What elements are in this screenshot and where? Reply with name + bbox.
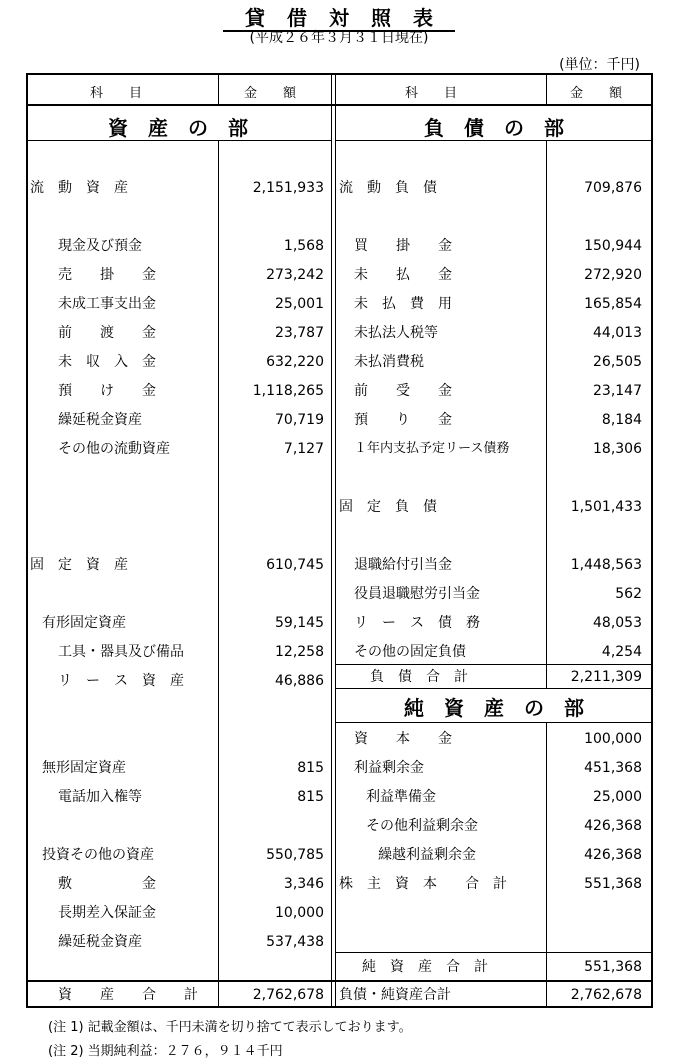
- asset-amount: 273,242: [266, 267, 324, 283]
- net-asset-amount: 551,368: [584, 876, 642, 892]
- net-asset-total-amount: 551,368: [584, 959, 642, 975]
- asset-amount: 3,346: [283, 876, 324, 892]
- asset-amount: 12,258: [275, 644, 324, 660]
- liability-amount: 165,854: [584, 296, 642, 312]
- asset-amount: 59,145: [275, 615, 324, 631]
- assets-total-amount: 2,762,678: [252, 987, 324, 1003]
- liability-amount: 44,013: [593, 325, 642, 341]
- liability-label: その他の固定負債: [354, 644, 466, 660]
- liability-amount: 48,053: [593, 615, 642, 631]
- asset-amount: 10,000: [275, 905, 324, 921]
- liab-total-rule: [335, 664, 653, 665]
- document-date: (平成２６年３月３１日現在): [249, 30, 429, 46]
- liability-label: 退職給付引当金: [354, 557, 452, 573]
- asset-label: 流 動 資 産: [30, 180, 128, 196]
- net-asset-label: 資 本 金: [354, 731, 452, 747]
- header-rule: [26, 104, 653, 106]
- net-asset-amount: 426,368: [584, 847, 642, 863]
- divider-right-amount: [546, 722, 547, 1008]
- unit-label: (単位：千円): [559, 57, 640, 73]
- asset-label: 現金及び預金: [58, 238, 142, 254]
- net-asset-amount: 100,000: [584, 731, 642, 747]
- net-total-rule: [335, 952, 653, 953]
- net-asset-label: 株 主 資 本 合 計: [339, 876, 507, 892]
- liability-amount: 23,147: [593, 383, 642, 399]
- divider-right-amount: [546, 140, 547, 688]
- section-net-assets: 純 資 産 の 部: [404, 696, 584, 720]
- liability-amount: 4,254: [601, 644, 642, 660]
- asset-label: 未 収 入 金: [58, 354, 156, 370]
- liability-amount: 1,448,563: [570, 557, 642, 573]
- liability-label: 未払法人税等: [354, 325, 438, 341]
- liability-label: 未 払 金: [354, 267, 452, 283]
- asset-label: その他の流動資産: [58, 441, 170, 457]
- footnote-1: (注 1) 記載金額は、千円未満を切り捨てて表示しております。: [48, 1020, 412, 1035]
- asset-label: 無形固定資産: [42, 760, 126, 776]
- liab-net-total-amount: 2,762,678: [570, 987, 642, 1003]
- divider-center-1: [331, 74, 332, 1008]
- liability-amount: 709,876: [584, 180, 642, 196]
- asset-label: 固 定 資 産: [30, 557, 128, 573]
- asset-amount: 632,220: [266, 354, 324, 370]
- header-kamoku-right: 科 目: [405, 86, 458, 101]
- asset-label: 敷 金: [58, 876, 156, 892]
- liab-net-total-label: 負債・純資産合計: [339, 987, 451, 1003]
- asset-amount: 550,785: [266, 847, 324, 863]
- asset-amount: 1,118,265: [252, 383, 324, 399]
- net-asset-amount: 451,368: [584, 760, 642, 776]
- asset-label: 長期差入保証金: [58, 905, 156, 921]
- section-assets: 資 産 の 部: [108, 116, 248, 140]
- divider-center-2: [335, 74, 336, 1008]
- liability-total-label: 負 債 合 計: [370, 669, 468, 685]
- liability-amount: 1,501,433: [570, 499, 642, 515]
- header-kingaku-right: 金 額: [570, 86, 623, 101]
- divider-left-amount: [218, 140, 219, 1008]
- divider-right-amount: [546, 74, 547, 104]
- footnote-2: (注 2) 当期純利益：２７６，９１４千円: [48, 1044, 283, 1059]
- grand-total-rule: [26, 980, 653, 982]
- header-kamoku-left: 科 目: [90, 86, 143, 101]
- assets-total-label: 資 産 合 計: [58, 987, 198, 1003]
- asset-amount: 25,001: [275, 296, 324, 312]
- liability-amount: 562: [615, 586, 642, 602]
- net-asset-label: 利益準備金: [366, 789, 436, 805]
- asset-amount: 46,886: [275, 673, 324, 689]
- asset-label: 預 け 金: [58, 383, 156, 399]
- net-assets-rule: [335, 688, 653, 689]
- liability-label: 前 受 金: [354, 383, 452, 399]
- balance-sheet-frame: [26, 73, 653, 1008]
- asset-label: 繰延税金資産: [58, 412, 142, 428]
- liability-label: 未払消費税: [354, 354, 424, 370]
- asset-amount: 1,568: [283, 238, 324, 254]
- asset-label: 未成工事支出金: [58, 296, 156, 312]
- liability-label: １年内支払予定リース債務: [354, 441, 510, 456]
- asset-label: 投資その他の資産: [42, 847, 154, 863]
- net-asset-amount: 25,000: [593, 789, 642, 805]
- liability-label: 固 定 負 債: [339, 499, 437, 515]
- liability-label: 未 払 費 用: [354, 296, 452, 312]
- net-asset-total-label: 純 資 産 合 計: [362, 959, 488, 975]
- divider-left-amount: [218, 74, 219, 104]
- asset-label: 繰延税金資産: [58, 934, 142, 950]
- asset-amount: 815: [297, 760, 324, 776]
- liability-label: 買 掛 金: [354, 238, 452, 254]
- asset-label: 電話加入権等: [58, 789, 142, 805]
- asset-amount: 7,127: [283, 441, 324, 457]
- asset-label: 売 掛 金: [58, 267, 156, 283]
- liability-amount: 18,306: [593, 441, 642, 457]
- liability-amount: 8,184: [601, 412, 642, 428]
- liability-amount: 150,944: [584, 238, 642, 254]
- net-assets-rule: [335, 722, 653, 723]
- liability-label: 流 動 負 債: [339, 180, 437, 196]
- asset-amount: 70,719: [275, 412, 324, 428]
- asset-label: 有形固定資産: [42, 615, 126, 631]
- asset-amount: 23,787: [275, 325, 324, 341]
- net-asset-label: 利益剰余金: [354, 760, 424, 776]
- section-liabilities: 負 債 の 部: [424, 116, 564, 140]
- header-kingaku-left: 金 額: [244, 86, 297, 101]
- liability-label: 役員退職慰労引当金: [354, 586, 480, 602]
- asset-amount: 2,151,933: [252, 180, 324, 196]
- liability-amount: 26,505: [593, 354, 642, 370]
- asset-amount: 815: [297, 789, 324, 805]
- document-title: 貸借対照表: [0, 2, 678, 31]
- net-asset-amount: 426,368: [584, 818, 642, 834]
- asset-label: 前 渡 金: [58, 325, 156, 341]
- liability-amount: 272,920: [584, 267, 642, 283]
- liability-total-amount: 2,211,309: [570, 669, 642, 685]
- asset-amount: 610,745: [266, 557, 324, 573]
- asset-amount: 537,438: [266, 934, 324, 950]
- asset-label: 工具・器具及び備品: [58, 644, 184, 660]
- liability-label: リ ー ス 債 務: [354, 615, 480, 631]
- asset-label: リ ー ス 資 産: [58, 673, 184, 689]
- net-asset-label: 繰越利益剰余金: [378, 847, 476, 863]
- liability-label: 預 り 金: [354, 412, 452, 428]
- net-asset-label: その他利益剰余金: [366, 818, 478, 834]
